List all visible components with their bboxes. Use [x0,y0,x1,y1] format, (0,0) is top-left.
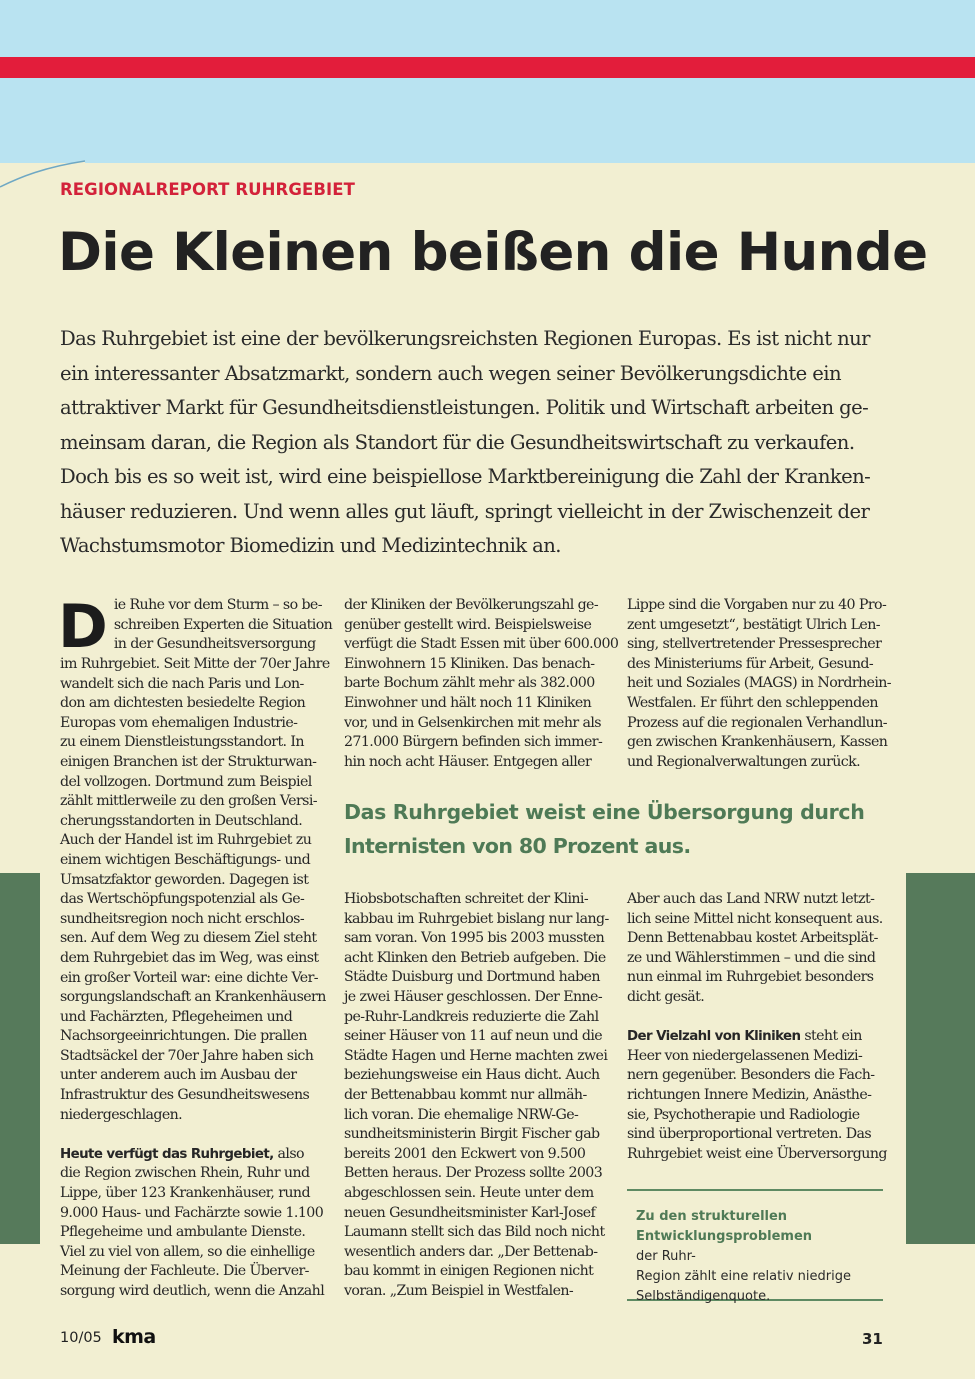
body-line: der Bettenabbau kommt nur allmäh- [344,1086,587,1103]
red-header-stripe [0,57,975,78]
body-line: Laumann stellt sich das Bild noch nicht [344,1224,605,1241]
info-box-bold: Entwicklungsproblemen [636,1229,813,1244]
body-line: Stadtsäckel der 70er Jahre haben sich [60,1047,314,1064]
body-line: Infrastruktur des Gesundheitswesens [60,1087,310,1104]
body-line: Lippe sind die Vorgaben nur zu 40 Pro- [627,597,887,613]
body-line: barte Bochum zählt mehr als 382.000 [344,675,595,692]
body-line: Westfalen. Er führt den schleppenden [627,694,878,711]
body-line: don am dichtesten besiedelte Region [60,695,306,712]
body-line: Aber auch das Land NRW nutzt letzt- [627,891,875,907]
body-line: gen zwischen Krankenhäusern, Kassen [627,734,888,751]
body-line: verfügt die Stadt Essen mit über 600.000 [344,636,619,653]
body-line: ie Ruhe vor dem Sturm – so be- [113,597,322,613]
issue-number: 10/05 [60,1330,102,1346]
sky-background [0,0,975,190]
body-line-runin [627,1027,883,1047]
body-line: Viel zu viel von allem, so die einhellige [60,1243,315,1260]
body-line: kabbau im Ruhrgebiet bislang nur lang- [344,910,609,927]
body-line: wesentlich anders dar. „Der Bettenab- [344,1243,598,1260]
body-line: zählt mittlerweile zu den großen Versi- [60,793,317,810]
body-line: einigen Branchen ist der Strukturwan- [60,753,317,770]
body-line: sen. Auf dem Weg zu diesem Ziel steht [60,930,317,947]
body-column-1 [58,592,333,1302]
runin-rest: also [273,1145,304,1162]
body-line: bau kommt in einigen Regionen nicht [344,1263,594,1280]
body-line: das Wertschöpfungspotenzial als Ge- [60,891,305,908]
body-column-3-bottom [627,890,887,1164]
body-line: Heer von niedergelassenen Medizi- [627,1047,863,1064]
body-line: vor, und in Gelsenkirchen mit mehr als [344,714,601,731]
magazine-logo: kma [112,1326,156,1348]
body-line: ze und Wählerstimmen – und die sind [627,949,876,966]
body-line: ein großer Vorteil war: eine dichte Ver- [60,969,318,986]
col3-lines [627,890,883,1008]
body-line: abgeschlossen sein. Heute unter dem [344,1184,594,1201]
lead-line: ein interessanter Absatzmarkt, sondern auch wegen seiner Bevölkerungsdichte ein [60,361,841,385]
body-line: Denn Bettenabbau kostet Arbeitsplät- [627,930,878,947]
body-line: neuen Gesundheitsminister Karl-Josef [344,1204,596,1221]
body-line: Auch der Handel ist im Ruhrgebiet zu [60,832,312,849]
body-line: Prozess auf die regionalen Verhandlun- [627,714,887,731]
body-line: zu einem Dienstleistungsstandort. In [60,734,304,751]
body-line: Lippe, über 123 Krankenhäuser, rund [60,1185,310,1202]
drop-cap: D [58,592,108,662]
green-margin-tab-right [906,873,975,1244]
col1-lines-2 [60,1164,325,1301]
body-line: Ruhrgebiet weist eine Überversorgung [627,1145,887,1162]
lead-line: meinsam daran, die Region als Standort für die Gesundheitswirtschaft zu verkaufen. [60,430,855,454]
body-line: sorgungslandschaft an Krankenhäusern [60,989,326,1006]
pull-quote-line: Internisten von 80 Prozent aus. [344,834,691,858]
body-line: 9.000 Haus- und Fachärzte sowie 1.100 [60,1204,324,1221]
body-line-runin [60,1145,316,1165]
body-line: bereits 2001 den Eckwert von 9.500 [344,1145,586,1162]
body-line: hin noch acht Häuser. Entgegen aller [344,753,592,770]
body-line: Einwohnern 15 Kliniken. Das benach- [344,655,595,672]
body-line: acht Klinken den Betrieb aufgeben. Die [344,949,606,966]
body-line: pe-Ruhr-Landkreis reduzierte die Zahl [344,1008,599,1025]
body-line: genüber gestellt wird. Beispielsweise [344,616,592,633]
info-box [627,1189,883,1304]
body-line: sorgung wird deutlich, wenn die Anzahl [60,1283,325,1299]
body-line: voran. „Zum Beispiel in Westfalen- [344,1282,574,1299]
body-line: Pflegeheime und ambulante Dienste. [60,1224,306,1241]
body-line: niedergeschlagen. [60,1106,183,1123]
body-line: unter anderem auch im Ausbau der [60,1067,297,1084]
body-line: sie, Psychotherapie und Radiologie [627,1106,860,1123]
body-line: sing, stellvertretender Pressesprecher [627,636,882,653]
body-line: sam voran. Von 1995 bis 2003 mussten [344,930,605,947]
body-line: Betten heraus. Der Prozess sollte 2003 [344,1165,603,1182]
body-line: Europas vom ehemaligen Industrie- [60,714,298,731]
body-line: heit und Soziales (MAGS) in Nordrhein- [627,675,891,692]
body-line: sundheitsregion noch nicht erschlos- [60,910,305,927]
pull-quote [344,795,864,863]
pull-quote-line: Das Ruhrgebiet weist eine Übersorgung durch [344,800,865,824]
body-line: Einwohner und hält noch 11 Kliniken [344,694,592,711]
body-line: nern gegenüber. Besonders die Fach- [627,1067,875,1084]
body-line: beziehungsweise ein Haus dicht. Auch [344,1067,600,1084]
info-box-bold: Zu den strukturellen [636,1209,788,1224]
body-line: Hiobsbotschaften schreitet der Klini- [344,891,589,907]
body-line: sundheitsministerin Birgit Fischer gab [344,1126,600,1143]
body-line: dem Ruhrgebiet das im Weg, was einst [60,949,319,966]
body-line: in der Gesundheitsversorgung [113,636,316,653]
info-box-line: Selbständigenquote. [636,1289,771,1304]
runin-rest: steht ein [800,1028,862,1045]
body-line: und Fachärzten, Pflegeheimen und [60,1008,293,1025]
body-line: Städte Duisburg und Dortmund haben [344,969,600,986]
col3-lines-2 [627,1047,887,1165]
body-line: zent umgesetzt“, bestätigt Ulrich Len- [627,616,880,633]
green-margin-tab-left [0,873,40,1244]
col1-lines [60,655,330,1125]
info-box-rest: der Ruhr- [636,1249,696,1264]
runin-heading: Der Vielzahl von Kliniken [627,1029,801,1045]
article-title: Die Kleinen beißen die Hunde [58,222,928,283]
body-line: der Kliniken der Bevölkerungszahl ge- [344,597,599,613]
body-line: lich voran. Die ehemalige NRW-Ge- [344,1106,579,1123]
body-line: cherungsstandorten in Deutschland. [60,812,303,829]
body-line: im Ruhrgebiet. Seit Mitte der 70er Jahre [60,656,330,672]
body-column-2-top [344,596,619,772]
lead-line: Wachstumsmotor Biomedizin und Medizintechnik an. [60,534,561,557]
body-column-2-bottom [344,890,609,1301]
body-line: und Regionalverwaltungen zurück. [627,753,861,770]
body-line: schreiben Experten die Situation [113,616,333,633]
body-line: richtungen Innere Medizin, Anästhe- [627,1086,872,1103]
info-box-line: Region zählt eine relativ niedrige [636,1269,851,1284]
body-line: die Region zwischen Rhein, Ruhr und [60,1165,310,1182]
body-line: nun einmal im Ruhrgebiet besonders [627,969,874,986]
lead-line: häuser reduzieren. Und wenn alles gut läuft, springt vielleicht in der Zwischenzeit der [60,499,870,523]
body-line: 271.000 Bürgern befinden sich immer- [344,734,603,751]
body-line: des Ministeriums für Arbeit, Gesund- [627,655,874,672]
body-line: seiner Häuser von 11 auf neun und die [344,1028,603,1045]
lead-line: Doch bis es so weit ist, wird eine beispiellose Marktbereinigung die Zahl der Kranken- [60,465,871,488]
body-column-3-top [627,596,891,772]
body-line: Nachsorgeeinrichtungen. Die prallen [60,1028,307,1045]
body-line: del vollzogen. Dortmund zum Beispiel [60,773,312,790]
lead-line: attraktiver Markt für Gesundheitsdienstleistungen. Politik und Wirtschaft arbeiten ge- [60,396,869,419]
body-line: Meinung der Fachleute. Die Überver- [60,1263,309,1280]
info-box-line [636,1227,883,1267]
section-kicker: REGIONALREPORT RUHRGEBIET [60,180,356,199]
body-line: wandelt sich die nach Paris und Lon- [60,675,304,692]
body-line: Städte Hagen und Herne machten zwei [344,1047,608,1064]
article-lead [60,322,890,564]
body-line: einem wichtigen Beschäftigungs- und [60,851,311,868]
runin-heading: Heute verfügt das Ruhrgebiet, [60,1146,274,1162]
body-line: dicht gesät. [627,988,705,1005]
body-line: sind überproportional vertreten. Das [627,1126,872,1143]
page-number: 31 [862,1330,883,1348]
body-line: je zwei Häuser geschlossen. Der Enne- [344,988,603,1005]
lead-line: Das Ruhrgebiet ist eine der bevölkerungsreichsten Regionen Europas. Es ist nicht nur [60,327,870,350]
body-line: Umsatzfaktor geworden. Dagegen ist [60,871,309,888]
body-line: lich seine Mittel nicht konsequent aus. [627,910,883,927]
info-box-text [636,1207,883,1307]
